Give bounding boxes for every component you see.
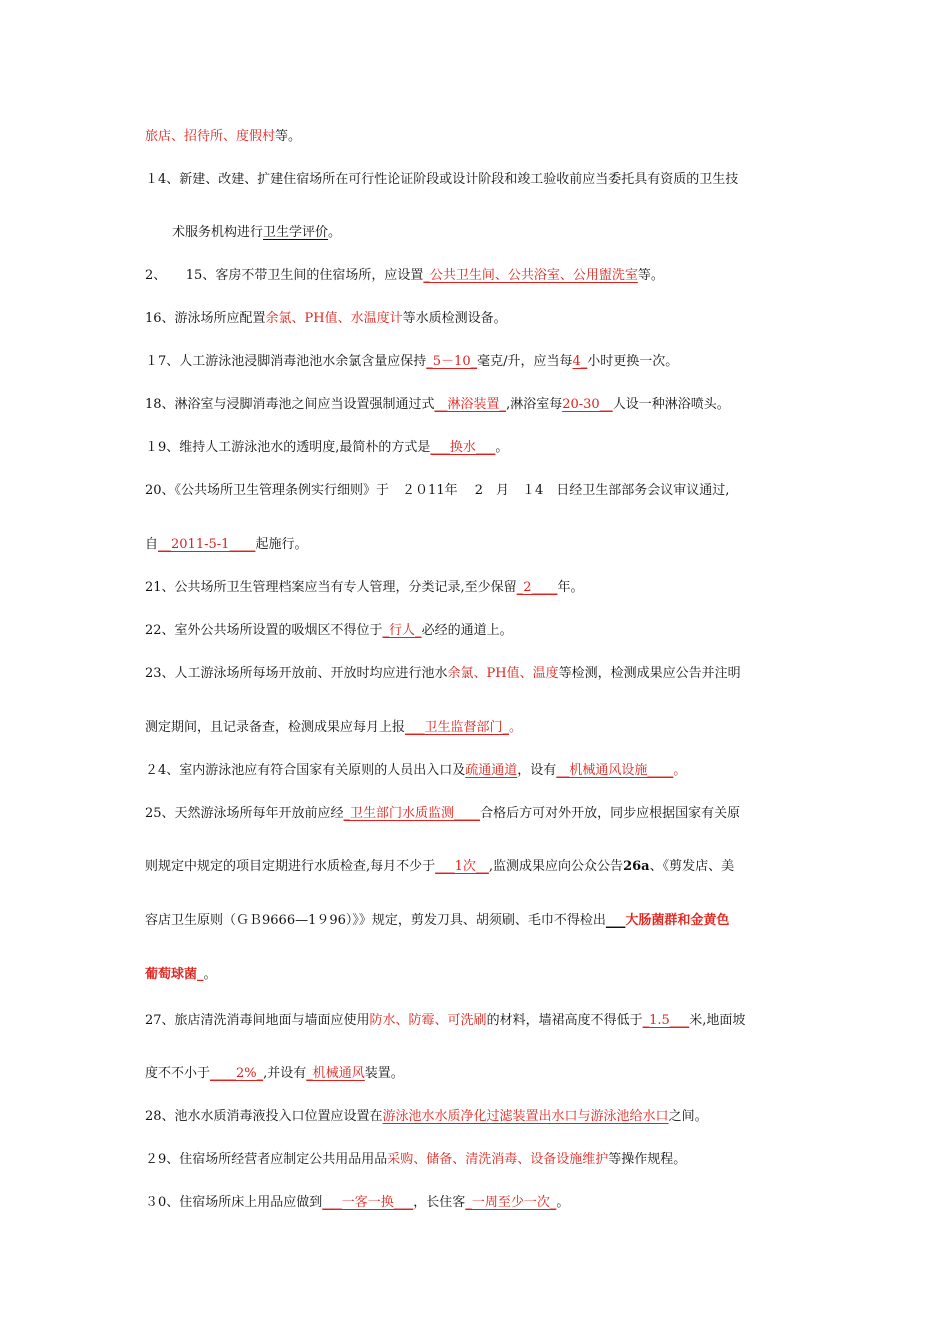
text-line (145, 762, 686, 780)
text-line (145, 579, 583, 597)
text-line (145, 912, 729, 930)
text-segment: __淋浴装置_ (434, 397, 507, 412)
text-segment: 28、池水水质消毒液投入口位置应设置在 (145, 1109, 383, 1124)
text-segment: 起施行。 (255, 537, 308, 552)
text-segment: 防水、防霉、可洗刷 (369, 1013, 487, 1028)
text-segment: ___一客一换___ (322, 1195, 414, 1210)
text-segment: 自 (145, 537, 159, 552)
text-segment: 26a (623, 859, 650, 874)
text-segment: ___卫生监督部门_ (405, 720, 510, 735)
text-segment: 毫克/升，应当每 (477, 354, 573, 369)
text-segment: 旅店、招待所、度假村 (145, 129, 276, 144)
text-segment: 疏通通道 (465, 763, 518, 778)
text-segment: 。 (509, 720, 523, 735)
text-segment: 23、人工游泳场所每场开放前、开放时均应进行池水 (145, 666, 448, 681)
text-line (145, 482, 729, 500)
text-segment: 合格后方可对外开放，同步应根据国家有关原 (480, 806, 741, 821)
text-segment: 21、公共场所卫生管理档案应当有专人管理，分类记录,至少保留 (145, 580, 517, 595)
text-line (145, 805, 740, 823)
text-segment: _2____ (516, 580, 558, 595)
text-segment: 等水质检测设备。 (402, 311, 507, 326)
text-segment: _公共卫生间、公共浴室、公用盥洗室 (423, 268, 638, 283)
text-line (145, 536, 307, 554)
text-segment: ,淋浴室每 (506, 397, 563, 412)
text-segment: _机械通风 (306, 1066, 365, 1081)
text-segment: ２4、室内游泳池应有符合国家有关原则的人员出入口及 (145, 763, 466, 778)
text-segment: 。 (556, 1195, 570, 1210)
text-segment: _行人_ (382, 623, 422, 638)
text-segment: 20-30__ (562, 397, 613, 412)
text-segment: ２9、住宿场所经营者应制定公共用品用品 (145, 1152, 388, 1167)
text-line (145, 310, 507, 328)
text-segment: 16、游泳场所应配置 (145, 311, 266, 326)
text-line (145, 858, 734, 876)
text-segment: 余氯、PH值、温度 (447, 666, 559, 681)
text-segment: 装置。 (364, 1066, 404, 1081)
text-line (145, 1065, 404, 1083)
text-segment: １9、维持人工游泳池水的透明度,最简朴的方式是 (145, 440, 431, 455)
text-segment: 葡萄球菌_ (145, 967, 204, 982)
text-segment: 采购、储备、清洗消毒、设备设施维护 (387, 1152, 609, 1167)
text-segment: 20、《公共场所卫生管理条例实行细则》于 ２０11年 2 月 １4 日经卫生部部务会议审议通过, (145, 483, 730, 498)
text-segment: 必经的通道上。 (421, 623, 513, 638)
text-segment: _1.5___ (642, 1013, 690, 1028)
text-segment: 27、旅店清洗消毒间地面与墙面应使用 (145, 1013, 370, 1028)
text-segment: __机械通风设施____ (556, 763, 674, 778)
text-segment: 余氯、PH值、水温度计 (265, 311, 403, 326)
text-segment: 、《剪发店、美 (649, 859, 735, 874)
text-segment: 。 (328, 225, 342, 240)
text-line (145, 1108, 708, 1126)
text-line (172, 224, 341, 242)
text-segment: ，长住客 (413, 1195, 466, 1210)
text-line (145, 1194, 569, 1212)
text-segment: 。 (495, 440, 509, 455)
text-segment: 。 (203, 967, 217, 982)
text-segment: 度不不小于 (145, 1066, 211, 1081)
text-segment: 等操作规程。 (608, 1152, 687, 1167)
text-line (145, 665, 741, 683)
text-segment: 22、室外公共场所设置的吸烟区不得位于 (145, 623, 383, 638)
text-line (145, 719, 522, 737)
text-segment: 容店卫生原则（ＧＢ9666—1９96）》》规定，剪发刀具、胡须刷、毛巾不得检出 (145, 913, 606, 928)
text-segment: ３0、住宿场所床上用品应做到 (145, 1195, 323, 1210)
text-segment: 测定期间，且记录备查，检测成果应每月上报 (145, 720, 406, 735)
text-segment: 18、淋浴室与浸脚消毒池之间应当设置强制通过式 (145, 397, 435, 412)
text-segment: ___1次__ (435, 859, 489, 874)
text-segment: __2011-5-1____ (158, 537, 256, 552)
text-segment: １7、人工游泳池浸脚消毒池池水余氯含量应保持 (145, 354, 427, 369)
text-segment: 米,地面坡 (689, 1013, 746, 1028)
text-segment: ____2%_ (210, 1066, 264, 1081)
text-segment: 等检测，检测成果应公告并注明 (558, 666, 741, 681)
text-line (145, 171, 738, 189)
text-line (145, 396, 730, 414)
text-segment: 年。 (557, 580, 584, 595)
text-segment: 4_ (572, 354, 588, 369)
text-line (145, 622, 513, 640)
text-segment: 术服务机构进行 (172, 225, 264, 240)
text-segment: 之间。 (668, 1109, 708, 1124)
text-line (145, 128, 301, 146)
text-segment: 25、天然游泳场所每年开放前应经 (145, 806, 344, 821)
text-segment: ,并设有 (263, 1066, 307, 1081)
text-segment: 等。 (637, 268, 664, 283)
text-line (145, 1151, 686, 1169)
text-segment: ___ (605, 913, 626, 928)
text-segment: _一周至少一次_ (465, 1195, 557, 1210)
text-segment: _卫生部门水质监测____ (343, 806, 481, 821)
text-segment: 游泳池水水质净化过滤装置出水口与游泳池给水口 (382, 1109, 669, 1124)
text-line (145, 1012, 745, 1030)
text-segment: 等。 (275, 129, 302, 144)
text-line (145, 353, 678, 371)
text-segment: 则规定中规定的项目定期进行水质检查,每月不少于 (145, 859, 436, 874)
text-line (145, 966, 217, 984)
text-segment: 人设一种淋浴喷头。 (612, 397, 730, 412)
text-segment: 大肠菌群和金黄色 (625, 913, 730, 928)
text-segment: _5－10_ (426, 354, 478, 369)
text-segment: 小时更换一次。 (587, 354, 679, 369)
text-segment: 卫生学评价 (263, 225, 329, 240)
text-line (145, 439, 508, 457)
text-line (145, 267, 664, 285)
text-segment: 2、 15、客房不带卫生间的住宿场所，应设置 (145, 268, 424, 283)
text-segment: ,监测成果应向公众公告 (488, 859, 624, 874)
text-segment: ，设有 (517, 763, 557, 778)
text-segment: 。 (673, 763, 687, 778)
text-segment: １4、新建、改建、扩建住宿场所在可行性论证阶段或设计阶段和竣工验收前应当委托具有资质的卫生技 (145, 172, 739, 187)
text-segment: ___换水___ (430, 440, 496, 455)
text-segment: 的材料，墙裙高度不得低于 (486, 1013, 643, 1028)
